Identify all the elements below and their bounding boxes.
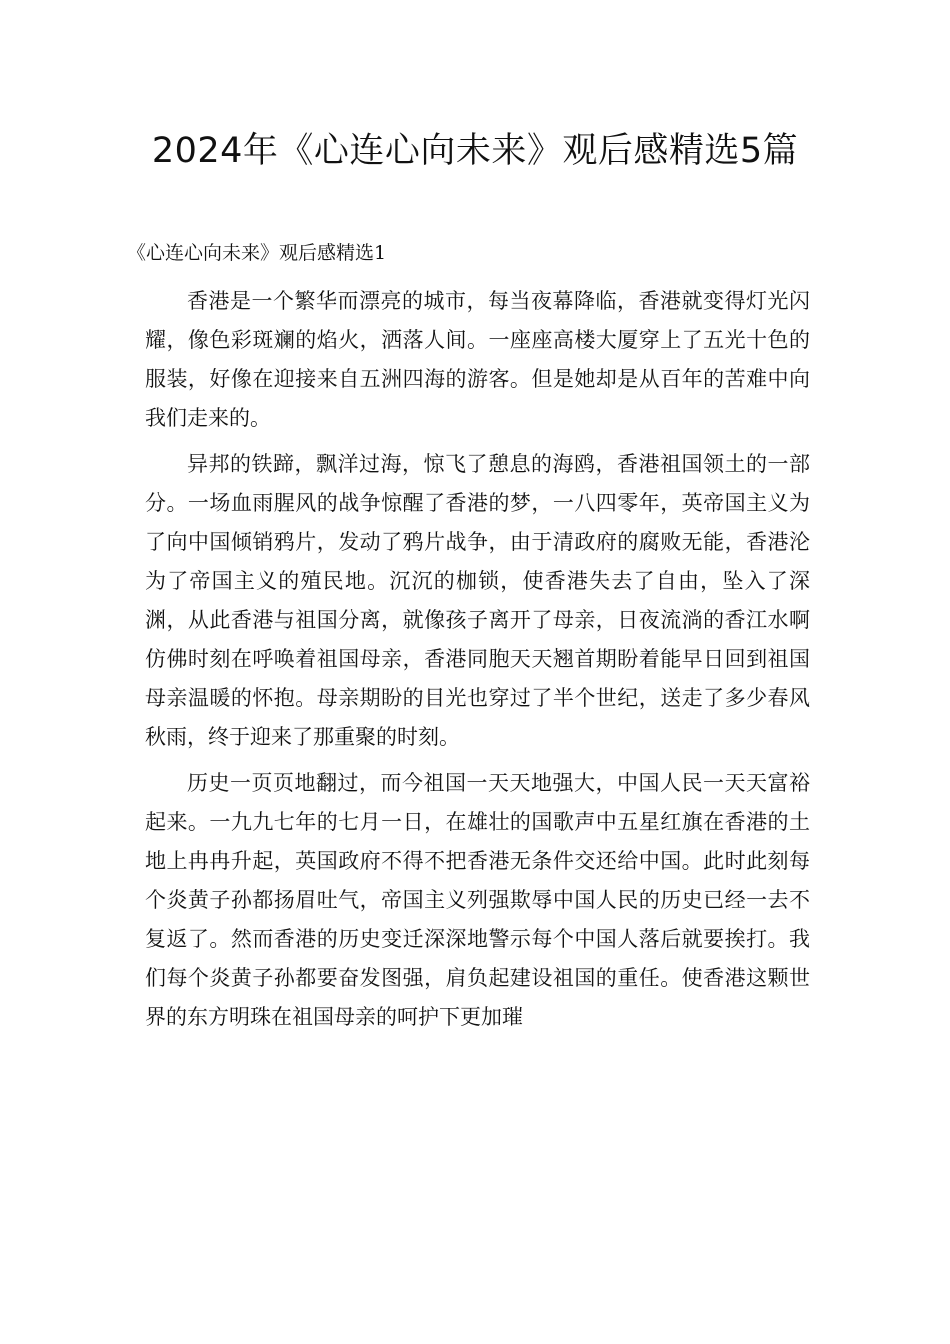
paragraph-2: 异邦的铁蹄，飘洋过海，惊飞了憩息的海鸥，香港祖国领土的一部分。一场血雨腥风的战争惊醒了香港的梦，一八四零年，英帝国主义为了向中国倾销鸦片，发动了鸦片战争，由于清政府的腐败无能，香港沦为了帝国主义的殖民地。沉沉的枷锁，使香港失去了自由，坠入了深渊，从此香港与祖国分离，就像孩子离开了母亲，日夜流淌的香江水啊仿佛时刻在呼唤着祖国母亲，香港同胞天天翘首期盼着能早日回到祖国母亲温暖的怀抱。母亲期盼的目光也穿过了半个世纪，送走了多少春风秋雨，终于迎来了那重聚的时刻。 xyxy=(145,452,810,749)
document-title: 2024年《心连心向未来》观后感精选5篇 xyxy=(151,131,799,171)
paragraph-1: 香港是一个繁华而漂亮的城市，每当夜幕降临，香港就变得灯光闪耀，像色彩斑斓的焰火，洒落人间。一座座高楼大厦穿上了五光十色的服装，好像在迎接来自五洲四海的游客。但是她却是从百年的苦难中向我们走来的。 xyxy=(145,289,810,430)
paragraph-3: 历史一页页地翻过，而今祖国一天天地强大，中国人民一天天富裕起来。一九九七年的七月一日，在雄壮的国歌声中五星红旗在香港的土地上冉冉升起，英国政府不得不把香港无条件交还给中国。此时此刻每个炎黄子孙都扬眉吐气，帝国主义列强欺辱中国人民的历史已经一去不复返了。然而香港的历史变迁深深地警示每个中国人落后就要挨打。我们每个炎黄子孙都要奋发图强，肩负起建设祖国的重任。使香港这颗世界的东方明珠在祖国母亲的呵护下更加璀 xyxy=(145,771,810,1029)
document-body xyxy=(145,282,810,1044)
section-heading: 《心连心向未来》观后感精选1 xyxy=(127,242,387,264)
